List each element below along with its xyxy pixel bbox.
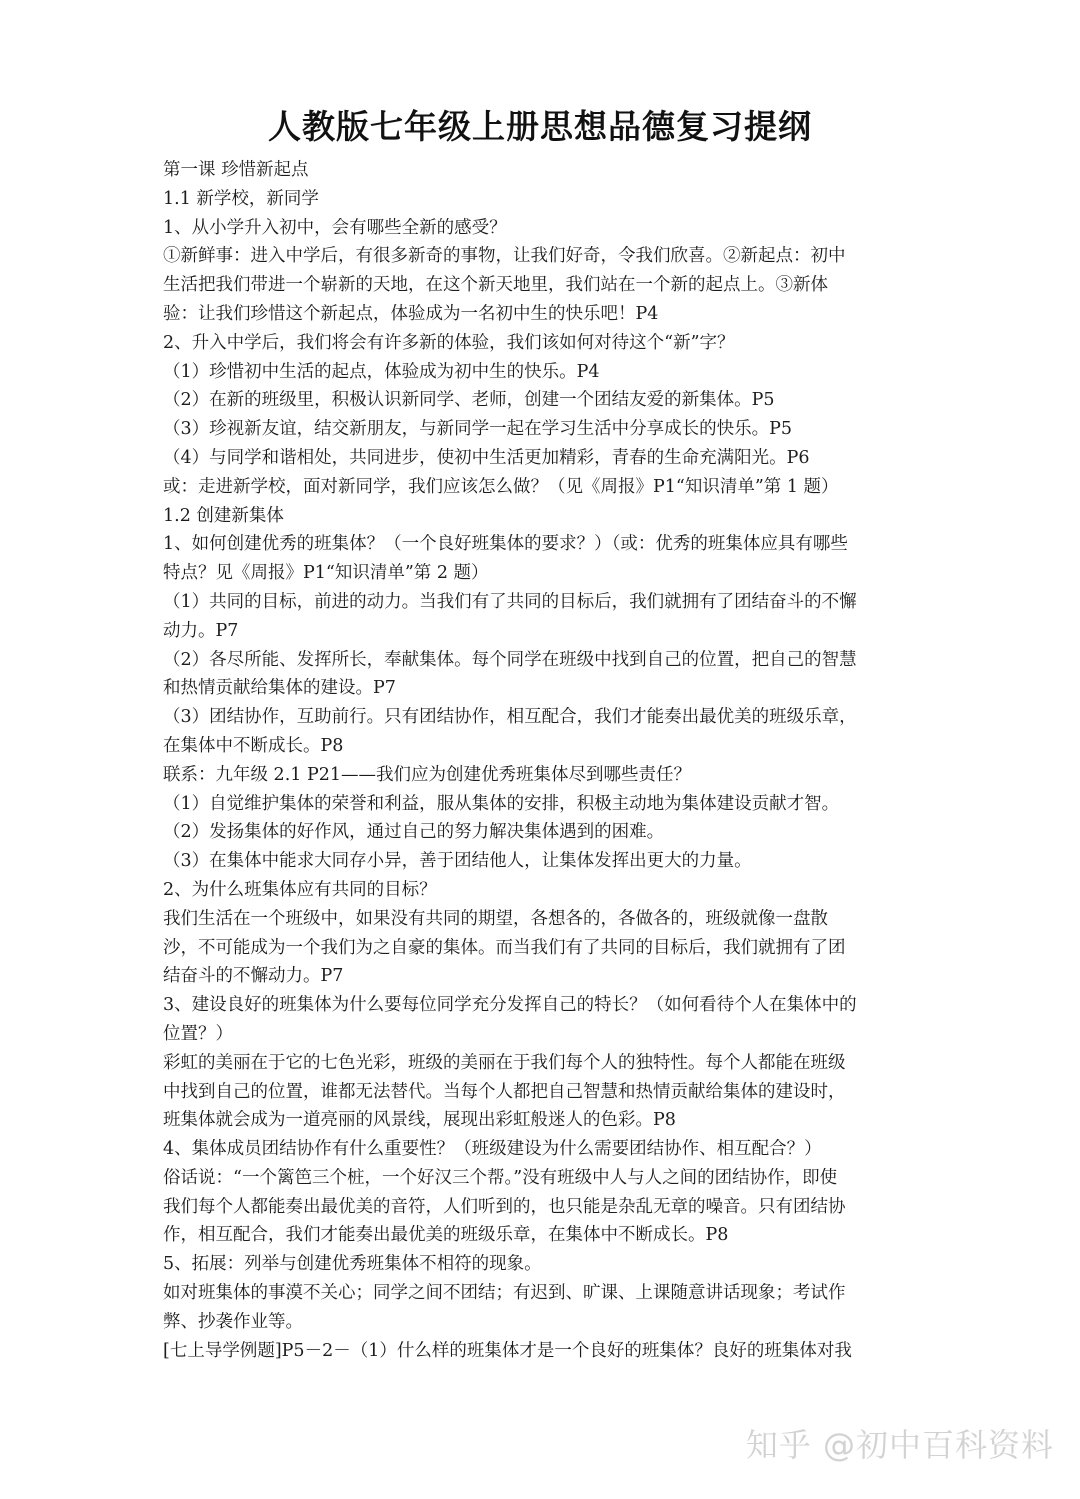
text-line: 我们生活在一个班级中，如果没有共同的期望，各想各的，各做各的，班级就像一盘散 <box>163 908 828 929</box>
text-line: 1、如何创建优秀的班集体？（一个良好班集体的要求？）（或：优秀的班集体应具有哪些 <box>163 534 848 555</box>
text-line: （1）共同的目标，前进的动力。当我们有了共同的目标后，我们就拥有了团结奋斗的不懈 <box>163 591 857 612</box>
watermark: 知乎 @初中百科资料 <box>745 1426 1054 1464</box>
document-title: 人教版七年级上册思想品德复习提纲 <box>268 107 812 146</box>
text-line: 我们每个人都能奏出最优美的音符，人们听到的，也只能是杂乱无章的噪音。只有团结协 <box>163 1196 846 1217</box>
text-line: 中找到自己的位置，谁都无法替代。当每个人都把自己智慧和热情贡献给集体的建设时， <box>163 1081 846 1102</box>
text-line: 班集体就会成为一道亮丽的风景线，展现出彩虹般迷人的色彩。P8 <box>163 1110 676 1131</box>
text-line: （2）在新的班级里，积极认识新同学、老师，创建一个团结友爱的新集体。P5 <box>163 390 775 411</box>
text-line: （3）团结协作，互助前行。只有团结协作，相互配合，我们才能奏出最优美的班级乐章， <box>163 707 857 728</box>
text-line: 俗话说：“一个篱笆三个桩，一个好汉三个帮。”没有班级中人与人之间的团结协作，即使 <box>163 1167 838 1188</box>
text-line: 特点？见《周报》P1“知识清单”第 2 题） <box>163 563 489 584</box>
text-line: 验：让我们珍惜这个新起点，体验成为一名初中生的快乐吧！P4 <box>163 303 659 324</box>
text-line: 1、从小学升入初中，会有哪些全新的感受？ <box>163 217 507 238</box>
text-line: 2、为什么班集体应有共同的目标？ <box>163 879 437 900</box>
text-line: 5、拓展：列举与创建优秀班集体不相符的现象。 <box>163 1254 542 1275</box>
text-line: 4、集体成员团结协作有什么重要性？（班级建设为什么需要团结协作、相互配合？） <box>163 1139 822 1160</box>
text-line: （1）自觉维护集体的荣誉和利益，服从集体的安排，积极主动地为集体建设贡献才智。 <box>163 793 840 814</box>
text-line: [七上导学例题]P5－2－（1）什么样的班集体才是一个良好的班集体？良好的班集体对我 <box>163 1340 852 1361</box>
text-line: 联系：九年级 2.1 P21——我们应为创建优秀班集体尽到哪些责任？ <box>163 764 691 785</box>
text-line: 或：走进新学校，面对新同学，我们应该怎么做？（见《周报》P1“知识清单”第 1 题） <box>163 476 839 497</box>
text-line: （3）珍视新友谊，结交新朋友，与新同学一起在学习生活中分享成长的快乐。P5 <box>163 419 793 440</box>
document-body <box>163 156 923 1365</box>
text-line: 结奋斗的不懈动力。P7 <box>163 966 344 987</box>
text-line: （4）与同学和谐相处，共同进步，使初中生活更加精彩，青春的生命充满阳光。P6 <box>163 447 810 468</box>
text-line: 动力。P7 <box>163 620 239 641</box>
text-line: 第一课 珍惜新起点 <box>163 160 309 180</box>
text-line: 1.2 创建新集体 <box>163 505 284 526</box>
text-line: （2）发扬集体的好作风，通过自己的努力解决集体遇到的困难。 <box>163 822 665 843</box>
text-line: 1.1 新学校，新同学 <box>163 188 319 209</box>
text-line: （3）在集体中能求大同存小异，善于团结他人，让集体发挥出更大的力量。 <box>163 851 752 872</box>
text-line: 在集体中不断成长。P8 <box>163 735 344 756</box>
text-line: 作，相互配合，我们才能奏出最优美的班级乐章，在集体中不断成长。P8 <box>163 1225 729 1246</box>
text-line: 沙，不可能成为一个我们为之自豪的集体。而当我们有了共同的目标后，我们就拥有了团 <box>163 937 846 958</box>
text-line: 位置？） <box>163 1023 233 1044</box>
text-line: 如对班集体的事漠不关心；同学之间不团结；有迟到、旷课、上课随意讲话现象；考试作 <box>163 1283 846 1304</box>
text-line: 2、升入中学后，我们将会有许多新的体验，我们该如何对待这个“新”字？ <box>163 332 735 353</box>
text-line: ①新鲜事：进入中学后，有很多新奇的事物，让我们好奇，令我们欣喜。②新起点：初中 <box>163 246 846 267</box>
text-line: 3、建设良好的班集体为什么要每位同学充分发挥自己的特长？（如何看待个人在集体中的 <box>163 995 857 1016</box>
text-line: 生活把我们带进一个崭新的天地，在这个新天地里，我们站在一个新的起点上。③新体 <box>163 275 828 296</box>
text-line: 弊、抄袭作业等。 <box>163 1311 303 1332</box>
text-line: （2）各尽所能、发挥所长，奉献集体。每个同学在班级中找到自己的位置，把自己的智慧 <box>163 649 857 670</box>
text-line: （1）珍惜初中生活的起点，体验成为初中生的快乐。P4 <box>163 361 600 382</box>
text-line: 彩虹的美丽在于它的七色光彩，班级的美丽在于我们每个人的独特性。每个人都能在班级 <box>163 1052 846 1073</box>
text-line: 和热情贡献给集体的建设。P7 <box>163 678 396 699</box>
